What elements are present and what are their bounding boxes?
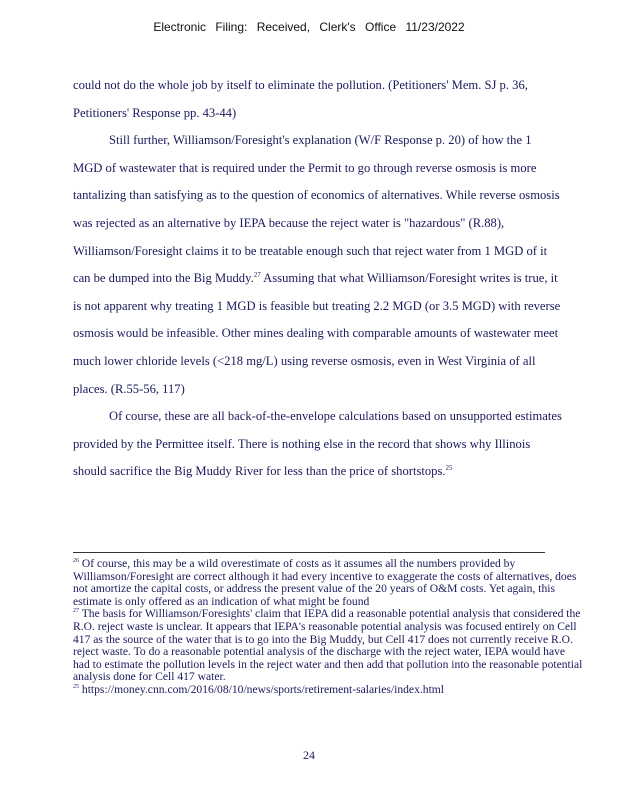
paragraph-2-part-a: Still further, Williamson/Foresight's explanation (W/F Response p. 20) of how the 1 MGD of wastewater that is required under the Permit to go through reverse osmosis is more tantalizing than satisfying as to the question of economics of alternatives. While reverse osmosis was rejected as an alternative by IEPA because the reject water is "hazardous" (R.88), Williamson/Foresight claims it to be treatable enough such that reject water from 1 MGD of it can be dumped into the Big Muddy. bbox=[73, 133, 560, 286]
footnote-number: 27 bbox=[73, 608, 79, 615]
footnote-text: Of course, this may be a wild overestimate of costs as it assumes all the numbers provided by Williamson/Foresight are correct although it had every incentive to exaggerate the costs of alternatives, does not amortize the capital costs, or address the present value of the 20 years of O&M costs. Yet again, this estimate is only offered as an indication of what might be found bbox=[73, 557, 577, 608]
filing-header: Electronic Filing: Received, Clerk's Office 11/23/2022 bbox=[153, 20, 465, 34]
body-text bbox=[73, 72, 563, 486]
footnote-number: 26 bbox=[73, 558, 79, 565]
paragraph-1: could not do the whole job by itself to eliminate the pollution. (Petitioners' Mem. SJ p. 36, Petitioners' Response pp. 43-44) bbox=[73, 78, 528, 120]
footnote-25 bbox=[73, 684, 583, 697]
footnote-number: 25 bbox=[73, 684, 79, 691]
paragraph-3-text: Of course, these are all back-of-the-envelope calculations based on unsupported estimates provided by the Permittee itself. There is nothing else in the record that shows why Illinois should sacrifice the Big Muddy River for less than the price of shortstops. bbox=[73, 409, 562, 479]
paragraph-3 bbox=[73, 403, 563, 486]
footnotes bbox=[73, 558, 583, 697]
paragraph-2-part-b: Assuming that what Williamson/Foresight writes is true, it is not apparent why treating 1 MGD is feasible but treating 2.2 MGD (or 3.5 MGD) with reverse osmosis would be infeasible. Other mines dealing with comparable amounts of wastewater meet much lower chloride levels (<218 mg/L) using reverse osmosis, even in West Virginia of all places. (R.55-56, 117) bbox=[73, 271, 561, 396]
paragraph-2 bbox=[73, 127, 563, 403]
footnote-27 bbox=[73, 608, 583, 684]
footnote-ref-27: 27 bbox=[253, 270, 261, 279]
footnote-26 bbox=[73, 558, 583, 608]
footnote-separator bbox=[73, 552, 545, 553]
footnote-ref-25: 25 bbox=[445, 464, 453, 473]
page-number: 24 bbox=[303, 748, 315, 762]
footnote-url[interactable]: https://money.cnn.com/2016/08/10/news/sports/retirement-salaries/index.html bbox=[79, 682, 445, 696]
footnote-text: The basis for Williamson/Foresights' claim that IEPA did a reasonable potential analysis that considered the R.O. reject waste is unclear. It appears that IEPA's reasonable potential analysis was focused entirely on Cell 417 as the source of the water that is to go into the Big Muddy, but Cell 417 does not currently receive R.O. reject waste. To do a reasonable potential analysis of the discharge with the reject water, IEPA would have had to estimate the pollution levels in the reject water and then add that pollution into the reasonable potential analysis done for Cell 417 water. bbox=[73, 607, 583, 684]
